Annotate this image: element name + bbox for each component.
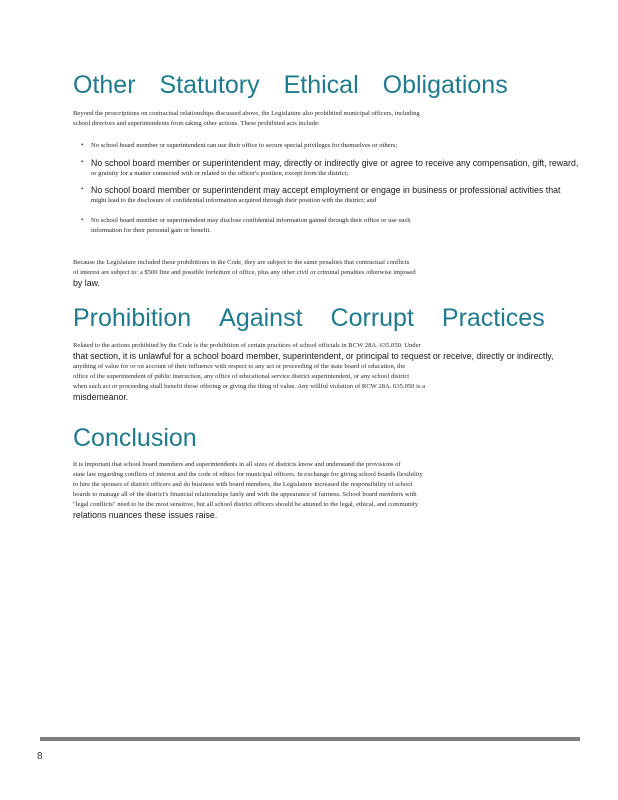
text-line: that section, it is unlawful for a school board member, superintendent, or principal to request or receive, directly or indirectly,: [73, 351, 554, 361]
heading-word: Other: [73, 71, 136, 99]
text-line: • No school board member or superintendent may accept employment or engage in business or professional activities that: [91, 185, 561, 195]
text-line: It is important that school board members and superintendents in all sizes of districts know and understand the provisions of: [73, 461, 401, 468]
list-item: [81, 141, 561, 151]
text-line: • No school board member or superintendent can use their office to secure special privileges for themselves or others;: [91, 142, 398, 149]
footer-divider: [40, 737, 580, 741]
heading-conclusion: [73, 423, 197, 453]
text-line: might lead to the disclosure of confidential information acquired through their position with the district; and: [91, 197, 377, 204]
text-line: relations nuances these issues raise.: [73, 510, 218, 520]
text-line: Related to the actions prohibited by the Code is the prohibition of certain practices of school officials in RCW 28A. 635.050. Under: [73, 342, 421, 349]
heading-prohibition-against-corrupt-practices: [73, 303, 545, 333]
corrupt-practices-paragraph: [73, 341, 554, 403]
heading-word: Practices: [441, 304, 545, 332]
text-line: office of the superintendent of public instruction, any office of educational service district superintendent, or any school district: [73, 373, 410, 380]
text-line: • No school board member or superintendent may, directly or indirectly give or agree to receive any compensation, gift, reward,: [91, 158, 579, 168]
heading-word: Conclusion: [73, 424, 197, 452]
heading-other-statutory-ethical-obligations: [73, 70, 508, 100]
text-line: • No school board member or superintendent may disclose confidential information gained through their office or use such: [91, 217, 411, 224]
heading-word: Against: [219, 304, 303, 332]
heading-word: Statutory: [159, 71, 260, 99]
prohibited-acts-list: [81, 141, 579, 236]
text-line: to hire the spouses of district officers and do business with board members, the Legislature increased the responsibility of school: [73, 481, 413, 488]
heading-word: Corrupt: [330, 304, 414, 332]
text-line: Because the Legislature included these prohibitions in the Code, they are subject to the same penalties that contractual conflicts: [73, 259, 410, 266]
intro-paragraph: [73, 109, 423, 129]
text-line: Beyond the proscriptions on contractual relationships discussed above, the Legislature also prohibited municipal officers, including: [73, 110, 420, 117]
text-line: by law.: [73, 278, 100, 288]
heading-word: Obligations: [382, 71, 508, 99]
text-line: information for their personal gain or benefit.: [91, 227, 211, 234]
text-line: when such act or proceeding shall benefit those offering or giving the thing of value. Any willful violation of RCW 28A. 635.050 is a: [73, 383, 426, 390]
text-line: misdemeanor.: [73, 392, 129, 402]
text-line: "legal conflicts" need to be the most sensitive, but all school district officers should be attuned to the legal, ethical, and community: [73, 501, 419, 508]
penalties-paragraph: [73, 258, 423, 289]
heading-word: Prohibition: [73, 304, 192, 332]
list-item: [81, 216, 561, 236]
conclusion-paragraph: [73, 460, 423, 521]
list-item: [81, 185, 561, 206]
page-number: 8: [37, 751, 43, 762]
text-line: school directors and superintendents from taking other actions. These prohibited acts include:: [73, 120, 320, 127]
text-line: of interest are subject to: a $500 fine and possible forfeiture of office, plus any other civil or criminal penalties otherwise imposed: [73, 269, 416, 276]
text-line: anything of value for or on account of their influence with respect to any act or proceeding of the state board of education, the: [73, 363, 406, 370]
text-line: or gratuity for a matter connected with or related to the officer's position, except from the district;: [91, 170, 349, 177]
text-line: boards to manage all of the district's financial relationships fairly and with the appearance of fairness. School board members with: [73, 491, 417, 498]
list-item: [81, 158, 579, 179]
text-line: state law regarding conflicts of interest and the code of ethics for municipal officers. In exchange for giving school boards flexibility: [73, 471, 423, 478]
heading-word: Ethical: [283, 71, 359, 99]
